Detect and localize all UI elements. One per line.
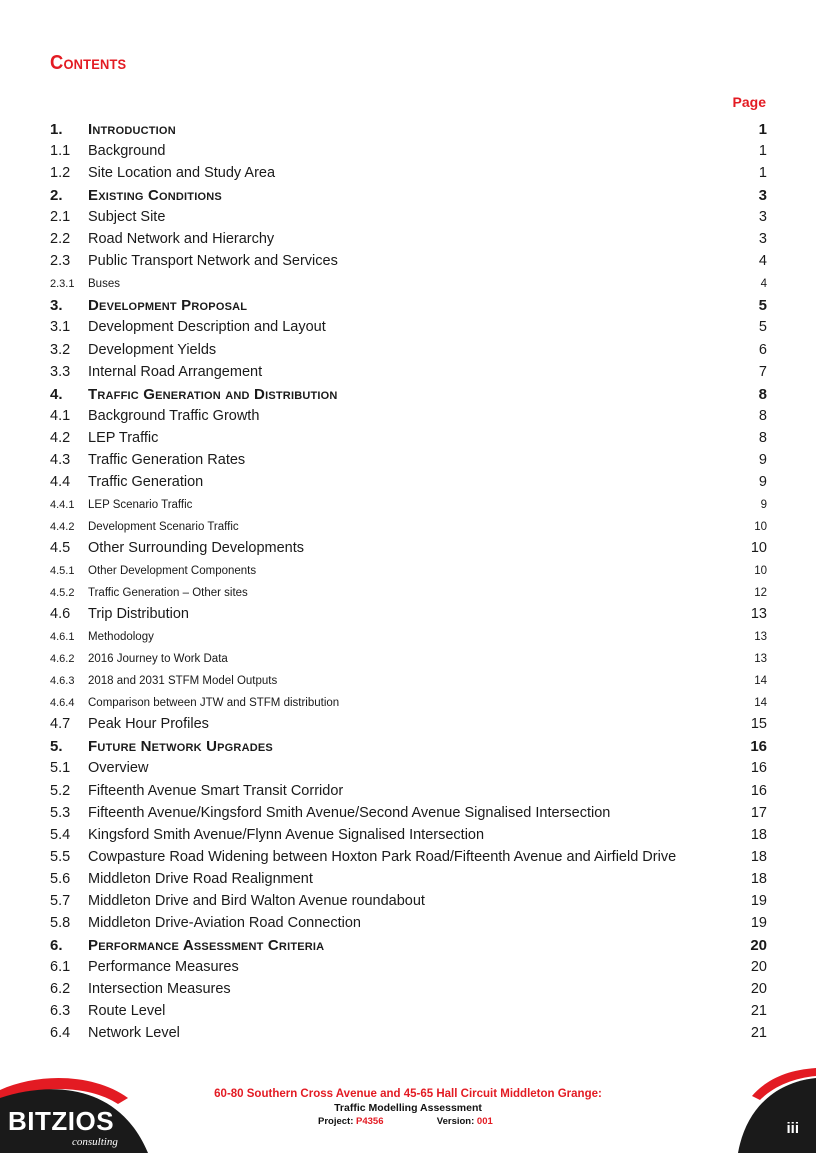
toc-entry-page: 16 bbox=[750, 760, 767, 777]
footer-project-title: 60-80 Southern Cross Avenue and 45-65 Hall Circuit Middleton Grange: bbox=[214, 1088, 602, 1100]
toc-entry-title: Peak Hour Profiles bbox=[88, 716, 209, 733]
toc-entry-page: 13 bbox=[754, 631, 767, 644]
toc-entry[interactable] bbox=[50, 959, 767, 979]
toc-entry[interactable] bbox=[50, 1003, 767, 1023]
toc-entry-title: Traffic Generation bbox=[88, 473, 204, 490]
toc-entry[interactable] bbox=[50, 430, 767, 450]
toc-entry[interactable] bbox=[50, 209, 767, 229]
toc-entry-number: 4.5.2 bbox=[50, 587, 75, 600]
toc-entry[interactable] bbox=[50, 738, 767, 758]
toc-entry[interactable] bbox=[50, 143, 767, 163]
toc-entry[interactable] bbox=[50, 606, 767, 626]
corner-page-tab bbox=[716, 1068, 816, 1153]
toc-entry-title: Intersection Measures bbox=[88, 980, 231, 997]
toc-entry-number: 6.2 bbox=[50, 980, 71, 997]
toc-entry[interactable] bbox=[50, 893, 767, 913]
toc-entry[interactable] bbox=[50, 849, 767, 869]
toc-entry[interactable] bbox=[50, 518, 767, 538]
toc-entry-title: Overview bbox=[88, 760, 149, 777]
toc-entry[interactable] bbox=[50, 672, 767, 692]
toc-entry-title: Traffic Generation – Other sites bbox=[88, 587, 248, 600]
toc-entry-number: 5. bbox=[50, 738, 63, 756]
toc-entry[interactable] bbox=[50, 650, 767, 670]
toc-entry-number: 5.6 bbox=[50, 870, 71, 887]
toc-entry-number: 5.7 bbox=[50, 892, 71, 909]
toc-entry-page: 5 bbox=[758, 297, 767, 315]
toc-entry-title: 2016 Journey to Work Data bbox=[88, 653, 228, 666]
toc-entry-title: Performance Assessment Criteria bbox=[88, 936, 325, 954]
toc-entry[interactable] bbox=[50, 496, 767, 516]
toc-entry-title: Methodology bbox=[88, 631, 154, 644]
toc-entry-page: 7 bbox=[758, 363, 767, 380]
toc-entry[interactable] bbox=[50, 584, 767, 604]
toc-entry[interactable] bbox=[50, 364, 767, 384]
toc-entry-page: 18 bbox=[750, 848, 767, 865]
toc-entry-number: 3.3 bbox=[50, 363, 71, 380]
toc-entry-number: 4.4.1 bbox=[50, 498, 75, 511]
toc-entry-title: Background Traffic Growth bbox=[88, 407, 260, 424]
toc-entry-number: 5.1 bbox=[50, 760, 71, 777]
toc-entry-page: 12 bbox=[754, 587, 767, 600]
toc-entry[interactable] bbox=[50, 386, 767, 406]
toc-entry-title: LEP Traffic bbox=[88, 429, 159, 446]
toc-entry-page: 21 bbox=[750, 1003, 767, 1019]
toc-entry[interactable] bbox=[50, 452, 767, 472]
toc-entry[interactable] bbox=[50, 760, 767, 780]
toc-entry-title: Middleton Drive Road Realignment bbox=[88, 870, 313, 887]
toc-entry-page: 10 bbox=[754, 565, 767, 577]
toc-entry-number: 6.4 bbox=[50, 1025, 71, 1042]
toc-entry-number: 3.2 bbox=[50, 341, 71, 358]
toc-entry-title: Network Level bbox=[88, 1025, 180, 1042]
toc-entry[interactable] bbox=[50, 342, 767, 362]
toc-entry-number: 3.1 bbox=[50, 319, 71, 336]
toc-entry-title: Subject Site bbox=[88, 209, 166, 226]
toc-entry[interactable] bbox=[50, 474, 767, 494]
toc-entry[interactable] bbox=[50, 783, 767, 803]
toc-entry[interactable] bbox=[50, 716, 767, 736]
toc-entry-number: 1.2 bbox=[50, 165, 71, 182]
toc-entry-page: 3 bbox=[758, 187, 767, 205]
toc-entry-page: 13 bbox=[750, 606, 767, 623]
toc-entry-number: 4.4 bbox=[50, 473, 71, 490]
toc-entry[interactable] bbox=[50, 187, 767, 207]
toc-entry-title: Development Proposal bbox=[88, 297, 248, 315]
toc-entry-title: Development Yields bbox=[88, 341, 217, 358]
toc-entry[interactable] bbox=[50, 275, 767, 295]
toc-entry[interactable] bbox=[50, 253, 767, 273]
toc-entry-page: 9 bbox=[760, 498, 767, 511]
version-number: 001 bbox=[476, 1116, 493, 1127]
footer-project-info bbox=[318, 1116, 493, 1127]
version-label: Version: bbox=[436, 1116, 475, 1127]
toc-entry[interactable] bbox=[50, 408, 767, 428]
toc-entry-page: 18 bbox=[750, 826, 767, 843]
toc-entry-page: 8 bbox=[758, 407, 767, 424]
toc-entry-page: 6 bbox=[758, 341, 767, 358]
toc-entry-page: 16 bbox=[750, 738, 767, 756]
toc-entry-title: Traffic Generation and Distribution bbox=[88, 385, 338, 403]
toc-entry-title: Other Surrounding Developments bbox=[88, 539, 305, 556]
toc-entry-number: 5.5 bbox=[50, 848, 71, 865]
toc-entry-page: 16 bbox=[750, 782, 767, 799]
toc-entry[interactable] bbox=[50, 562, 767, 582]
toc-entry-page: 20 bbox=[750, 958, 767, 975]
logo-wordmark: BITZIOS bbox=[8, 1106, 115, 1136]
toc-entry-page: 4 bbox=[758, 253, 767, 270]
toc-entry-title: Cowpasture Road Widening between Hoxton Park Road/Fifteenth Avenue and Airfield Drive bbox=[88, 848, 677, 865]
toc-entry-number: 3. bbox=[50, 297, 63, 315]
toc-entry-title: Performance Measures bbox=[88, 958, 239, 975]
toc-entry-number: 2.3.1 bbox=[50, 278, 75, 291]
toc-entry-title: Other Development Components bbox=[88, 565, 257, 577]
footer-report-title: Traffic Modelling Assessment bbox=[334, 1102, 482, 1114]
toc-entry-title: Existing Conditions bbox=[88, 187, 222, 205]
toc-entry-title: Development Description and Layout bbox=[88, 319, 326, 336]
logo-subtitle: consulting bbox=[72, 1136, 118, 1148]
toc-entry-page: 19 bbox=[750, 892, 767, 909]
toc-entry-number: 4.1 bbox=[50, 407, 71, 424]
page-number: iii bbox=[786, 1120, 799, 1137]
toc-entry-number: 1.1 bbox=[50, 143, 71, 160]
toc-entry-page: 3 bbox=[758, 231, 767, 248]
toc-entry-page: 17 bbox=[750, 804, 767, 821]
toc-entry-page: 1 bbox=[758, 121, 767, 138]
toc-entry-title: 2018 and 2031 STFM Model Outputs bbox=[88, 675, 278, 688]
toc-entry-number: 5.8 bbox=[50, 914, 71, 931]
toc-entry-number: 4.3 bbox=[50, 451, 71, 468]
page-column-label: Page bbox=[732, 94, 766, 110]
toc-entry-title: Kingsford Smith Avenue/Flynn Avenue Signalised Intersection bbox=[88, 826, 485, 843]
toc-entry-page: 4 bbox=[760, 278, 767, 291]
toc-entry-page: 8 bbox=[758, 385, 767, 403]
toc-entry-page: 10 bbox=[750, 539, 767, 556]
toc-entry-page: 14 bbox=[754, 675, 767, 688]
toc-entry-number: 2. bbox=[50, 187, 63, 205]
toc-entry-page: 19 bbox=[750, 914, 767, 931]
toc-entry-page: 15 bbox=[750, 716, 767, 733]
toc-entry[interactable] bbox=[50, 805, 767, 825]
toc-entry-title: Background bbox=[88, 143, 166, 160]
toc-entry[interactable] bbox=[50, 297, 767, 317]
toc-entry-page: 1 bbox=[758, 165, 767, 182]
toc-entry-number: 4.5.1 bbox=[50, 565, 75, 577]
toc-entry-page: 8 bbox=[758, 429, 767, 446]
project-label: Project: bbox=[318, 1116, 354, 1127]
toc-entry[interactable] bbox=[50, 231, 767, 251]
toc-entry-title: Traffic Generation Rates bbox=[88, 451, 246, 468]
toc-entry-title: Development Scenario Traffic bbox=[88, 520, 239, 533]
toc-entry-title: Internal Road Arrangement bbox=[88, 363, 263, 380]
toc-entry-title: Trip Distribution bbox=[88, 606, 189, 623]
toc-entry-page: 14 bbox=[754, 697, 767, 710]
toc-entry-number: 4.4.2 bbox=[50, 520, 75, 533]
toc-entry-title: Middleton Drive-Aviation Road Connection bbox=[88, 914, 361, 931]
toc-entry[interactable] bbox=[50, 165, 767, 185]
toc-entry[interactable] bbox=[50, 937, 767, 957]
toc-entry[interactable] bbox=[50, 1025, 767, 1045]
toc-entry[interactable] bbox=[50, 981, 767, 1001]
toc-entry-number: 4.6.1 bbox=[50, 631, 75, 644]
toc-entry-page: 3 bbox=[758, 209, 767, 226]
contents-heading: Contents bbox=[50, 52, 127, 74]
toc-entry[interactable] bbox=[50, 319, 767, 339]
toc-entry-number: 1. bbox=[50, 121, 63, 138]
toc-entry-page: 9 bbox=[758, 451, 767, 468]
toc-entry-number: 4.6.3 bbox=[50, 675, 75, 688]
toc-entry-page: 20 bbox=[750, 980, 767, 997]
toc-entry-title: Introduction bbox=[88, 121, 176, 138]
toc-entry-page: 18 bbox=[750, 870, 767, 887]
toc-entry[interactable] bbox=[50, 827, 767, 847]
toc-entry-title: Fifteenth Avenue Smart Transit Corridor bbox=[88, 782, 344, 799]
toc-entry-number: 4.5 bbox=[50, 539, 71, 556]
toc-entry-number: 5.2 bbox=[50, 782, 71, 799]
toc-entry-title: Comparison between JTW and STFM distribution bbox=[88, 697, 340, 710]
toc-entry-number: 4.7 bbox=[50, 716, 71, 733]
toc-entry-number: 4. bbox=[50, 385, 63, 403]
toc-entry-number: 5.3 bbox=[50, 804, 71, 821]
toc-entry-page: 5 bbox=[758, 319, 767, 336]
toc-entry[interactable] bbox=[50, 871, 767, 891]
toc-entry[interactable] bbox=[50, 694, 767, 714]
toc-entry-number: 2.2 bbox=[50, 231, 71, 248]
toc-entry-number: 2.1 bbox=[50, 209, 71, 226]
toc-entry-page: 1 bbox=[758, 143, 767, 160]
toc-entry[interactable] bbox=[50, 628, 767, 648]
toc-entry-number: 4.6 bbox=[50, 606, 71, 623]
toc-entry-page: 21 bbox=[750, 1025, 767, 1042]
toc-entry[interactable] bbox=[50, 121, 767, 141]
project-number: P4356 bbox=[356, 1116, 384, 1127]
toc-entry-number: 4.6.4 bbox=[50, 697, 75, 710]
toc-entry-page: 10 bbox=[754, 520, 767, 533]
toc-entry-title: Buses bbox=[88, 278, 120, 291]
toc-entry-page: 20 bbox=[750, 936, 767, 954]
page-footer bbox=[0, 1068, 816, 1153]
toc-entry[interactable] bbox=[50, 915, 767, 935]
toc-entry-number: 6.1 bbox=[50, 958, 71, 975]
toc-entry-title: Site Location and Study Area bbox=[88, 165, 276, 182]
toc-entry[interactable] bbox=[50, 540, 767, 560]
toc-entry-title: Fifteenth Avenue/Kingsford Smith Avenue/Second Avenue Signalised Intersection bbox=[88, 804, 611, 821]
toc-entry-number: 2.3 bbox=[50, 253, 71, 270]
toc-entry-number: 4.6.2 bbox=[50, 653, 75, 666]
toc-entry-title: Road Network and Hierarchy bbox=[88, 231, 275, 248]
toc-entry-title: Route Level bbox=[88, 1003, 166, 1019]
toc-entry-number: 6.3 bbox=[50, 1003, 71, 1019]
toc-entry-title: Middleton Drive and Bird Walton Avenue roundabout bbox=[88, 892, 425, 909]
toc-entry-number: 5.4 bbox=[50, 826, 71, 843]
toc-entry-page: 13 bbox=[754, 653, 767, 666]
toc-entry-title: Future Network Upgrades bbox=[88, 738, 273, 756]
toc-entry-number: 6. bbox=[50, 936, 63, 954]
toc-entry-number: 4.2 bbox=[50, 429, 71, 446]
toc-entry-title: LEP Scenario Traffic bbox=[88, 498, 193, 511]
toc-entry-title: Public Transport Network and Services bbox=[88, 253, 338, 270]
toc-entry-page: 9 bbox=[758, 473, 767, 490]
